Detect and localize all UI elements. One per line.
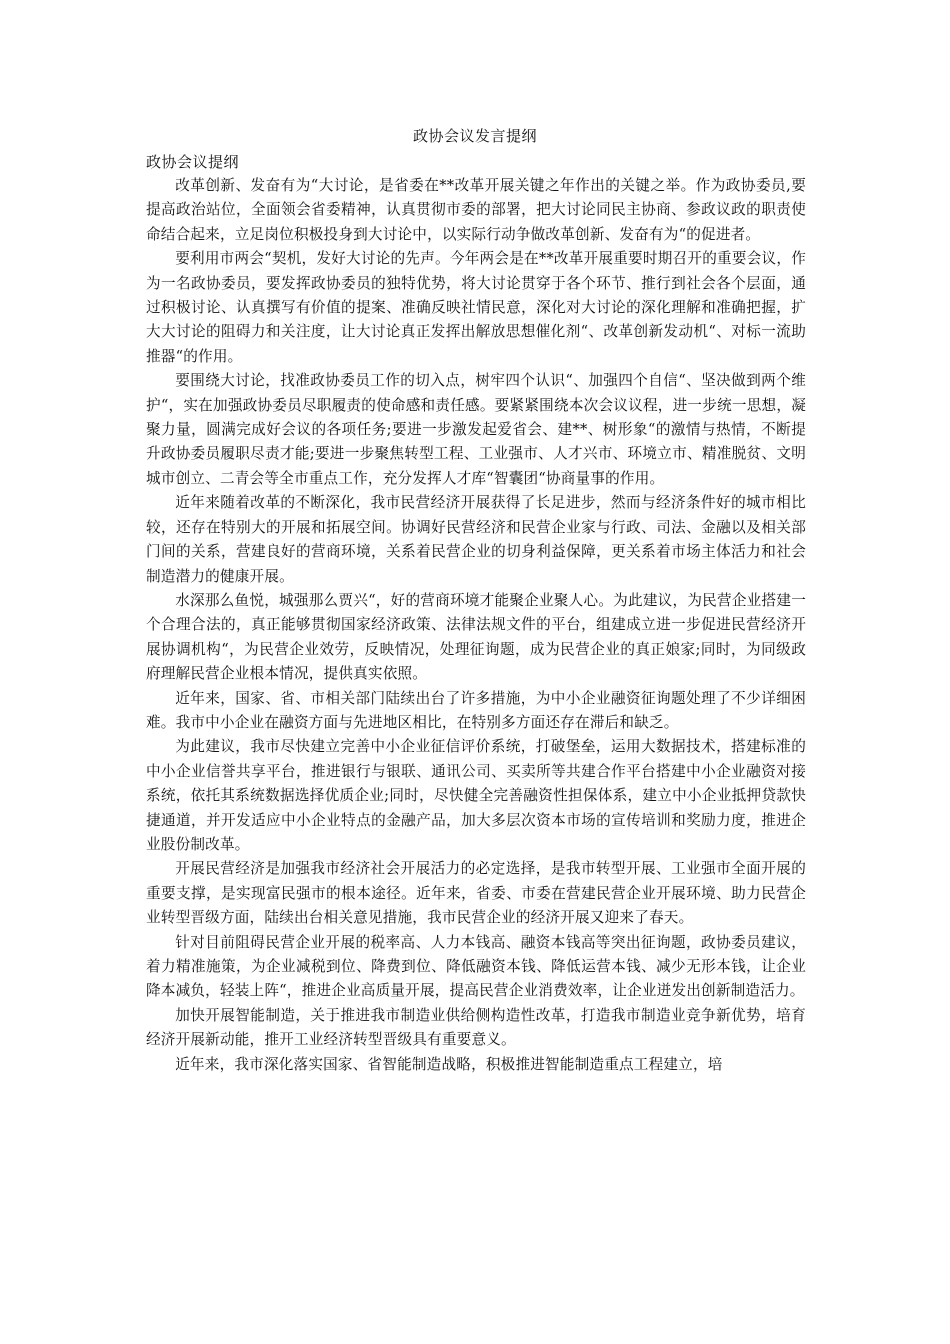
document-title: 政协会议发言提纲 xyxy=(412,127,537,145)
paragraph: 加快开展智能制造，关于推进我市制造业供给侧构造性改革，打造我市制造业竞争新优势，培育经济开展新动能，推开工业经济转型晋级具有重要意义。 xyxy=(146,1006,806,1049)
paragraph: 近年来随着改革的不断深化，我市民营经济开展获得了长足进步，然而与经济条件好的城市相比较，还存在特别大的开展和拓展空间。协调好民营经济和民营企业家与行政、司法、金融以及相关部门间的关系，营建良好的营商环境，关系着民营企业的切身利益保障，更关系着市场主体活力和社会制造潜力的健康开展。 xyxy=(146,494,806,585)
paragraph: 针对目前阻碍民营企业开展的税率高、人力本钱高、融资本钱高等突出征询题，政协委员建议，着力精准施策，为企业减税到位、降费到位、降低融资本钱、降低运营本钱、减少无形本钱，让企业降本减负，轻装上阵“，推进企业高质量开展，提高民营企业消费效率，让企业迸发出创新制造活力。 xyxy=(146,933,806,1000)
paragraph: 为此建议，我市尽快建立完善中小企业征信评价系统，打破堡垒，运用大数据技术，搭建标准的中小企业信誉共享平台，推进银行与银联、通讯公司、买卖所等共建合作平台搭建中小企业融资对接系统，依托其系统数据选择优质企业;同时，尽快健全完善融资性担保体系，建立中小企业抵押贷款快捷通道，并开发适应中小企业特点的金融产品，加大多层次资本市场的宣传培训和奖励力度，推进企业股份制改革。 xyxy=(146,738,806,853)
paragraph: 近年来，我市深化落实国家、省智能制造战略，积极推进智能制造重点工程建立，培 xyxy=(175,1055,723,1073)
paragraph: 要利用市两会“契机，发好大讨论的先声。今年两会是在**改革开展重要时期召开的重要会议，作为一名政协委员，要发挥政协委员的独特优势，将大讨论贯穿于各个环节、推行到社会各个层面，通过积极讨论、认真撰写有价值的提案、准确反映社情民意，深化对大讨论的深化理解和准确把握，扩大大讨论的阻碍力和关注度，让大讨论真正发挥出解放思想催化剂“、改革创新发动机“、对标一流助推器“的作用。 xyxy=(146,250,806,365)
paragraph: 改革创新、发奋有为“大讨论，是省委在**改革开展关键之年作出的关键之举。作为政协委员,要提高政治站位，全面领会省委精神，认真贯彻市委的部署，把大讨论同民主协商、参政议政的职责使命结合起来，立足岗位积极投身到大讨论中，以实际行动争做改革创新、发奋有为“的促进者。 xyxy=(146,177,806,243)
paragraph: 开展民营经济是加强我市经济社会开展活力的必定选择，是我市转型开展、工业强市全面开展的重要支撑，是实现富民强市的根本途径。近年来，省委、市委在营建民营企业开展环境、助力民营企业转型晋级方面，陆续出台相关意见措施，我市民营企业的经济开展又迎来了春天。 xyxy=(146,860,806,927)
document-body xyxy=(146,174,806,1077)
paragraph: 近年来，国家、省、市相关部门陆续出台了许多措施，为中小企业融资征询题处理了不少详细困难。我市中小企业在融资方面与先进地区相比，在特别多方面还存在滞后和缺乏。 xyxy=(146,689,806,731)
paragraph: 要围绕大讨论，找准政协委员工作的切入点，树牢四个认识“、加强四个自信“、坚决做到两个维护“，实在加强政协委员尽职履责的使命感和责任感。要紧紧围绕本次会议议程，进一步统一思想，凝聚力量，圆满完成好会议的各项任务;要进一步激发起爱省会、建**、树形象“的激情与热情，不断提升政协委员履职尽责才能;要进一步聚焦转型工程、工业强市、人才兴市、环境立市、精准脱贫、文明城市创立、二青会等全市重点工作，充分发挥人才库“智囊团“协商量事的作用。 xyxy=(146,372,806,487)
paragraph: 水深那么鱼悦，城强那么贾兴“，好的营商环境才能聚企业聚人心。为此建议，为民营企业搭建一个合理合法的，真正能够贯彻国家经济政策、法律法规文件的平台，组建成立进一步促进民营经济开展协调机构“，为民营企业效劳，反映情况，处理征询题，成为民营企业的真正娘家;同时，为同级政府理解民营企业根本情况，提供真实依照。 xyxy=(146,591,806,683)
document-subtitle: 政协会议提纲 xyxy=(146,153,240,171)
